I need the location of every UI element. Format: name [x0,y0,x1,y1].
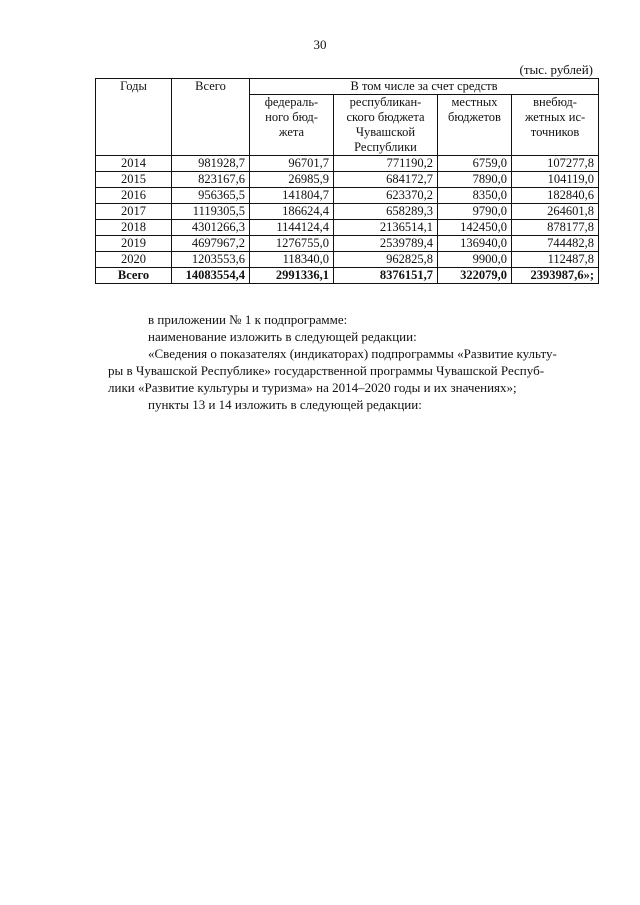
header-offbudget: внебюд- жетных ис- точников [512,95,599,156]
paragraph-appendix: в приложении № 1 к подпрограмме: [148,312,348,327]
header-years: Годы [96,79,172,156]
header-republic: республикан- ского бюджета Чувашской Республики [334,95,438,156]
table-row: 2018 4301266,3 1144124,4 2136514,1 142450,0 878177,8 [96,220,599,236]
closing-quote: »; [583,268,595,282]
table-row: 2017 1119305,5 186624,4 658289,3 9790,0 264601,8 [96,204,599,220]
table-row: 2020 1203553,6 118340,0 962825,8 9900,0 112487,8 [96,252,599,268]
table-row: 2015 823167,6 26985,9 684172,7 7890,0 104119,0 [96,172,599,188]
paragraph-items: пункты 13 и 14 изложить в следующей редакции: [148,397,422,412]
table-row: 2016 956365,5 141804,7 623370,2 8350,0 182840,6 [96,188,599,204]
paragraph-quote: «Сведения о показателях (индикаторах) подпрограммы «Развитие культу- ры в Чувашской Республике» государственной программы Чувашской Респуб- лики «Развитие культуры и туризма» на 2014–2020 годы и их значениях»; [108,346,557,395]
budget-table [95,78,599,284]
table-total-row: Всего 14083554,4 2991336,1 8376151,7 322079,0 2393987,6»; [96,268,599,284]
table-row: 2014 981928,7 96701,7 771190,2 6759,0 107277,8 [96,156,599,172]
paragraph-name-change: наименование изложить в следующей редакции: [148,329,417,344]
table-header-row [96,79,599,95]
header-federal: федераль- ного бюд- жета [250,95,334,156]
header-total: Всего [172,79,250,156]
units-label: (тыс. рублей) [519,62,593,77]
header-local: местных бюджетов [438,95,512,156]
table-row: 2019 4697967,2 1276755,0 2539789,4 136940,0 744482,8 [96,236,599,252]
page-number: 30 [313,37,327,52]
header-group: В том числе за счет средств [250,79,599,95]
